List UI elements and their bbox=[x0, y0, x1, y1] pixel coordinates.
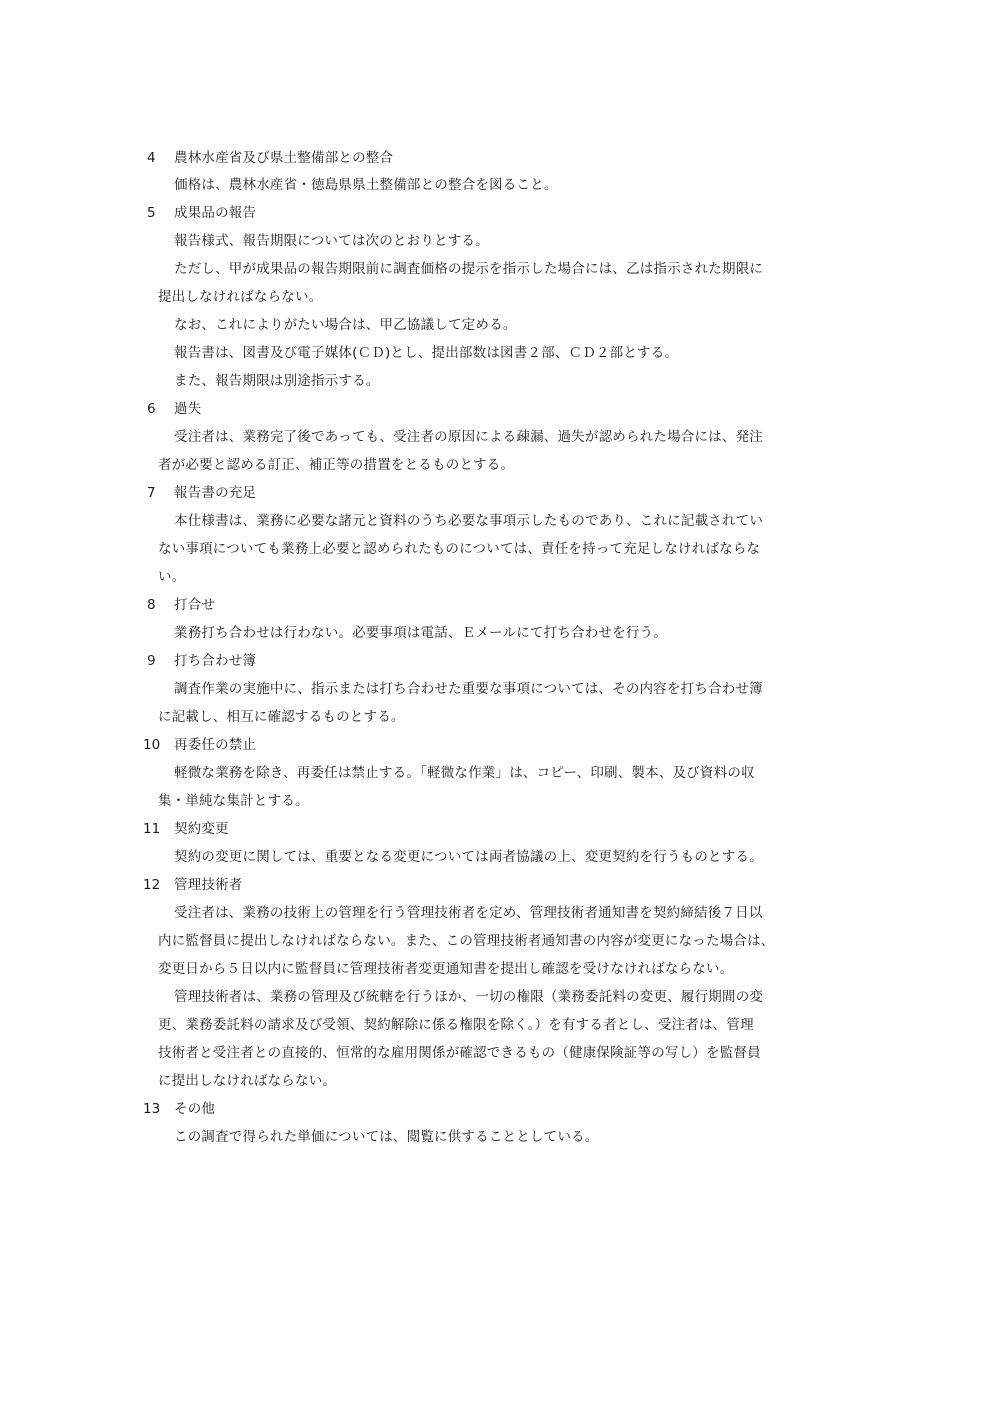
section-heading: 再委任の禁止 bbox=[174, 737, 257, 753]
section-number: 4 bbox=[147, 150, 156, 166]
section-heading: 契約変更 bbox=[174, 821, 229, 837]
section-number: 8 bbox=[147, 597, 156, 613]
body-line: 更、業務委託料の請求及び受領、契約解除に係る権限を除く。）を有する者とし、受注者は、管理 bbox=[158, 1017, 754, 1033]
body-line: 変更日から５日以内に監督員に管理技術者変更通知書を提出し確認を受けなければならない。 bbox=[158, 961, 734, 977]
section-heading: その他 bbox=[174, 1101, 216, 1117]
body-line: 管理技術者は、業務の管理及び統轄を行うほか、一切の権限（業務委託料の変更、履行期間の変 bbox=[174, 989, 764, 1005]
body-line: に記載し、相互に確認するものとする。 bbox=[158, 709, 405, 725]
section-heading: 管理技術者 bbox=[174, 877, 243, 893]
body-line: 契約の変更に関しては、重要となる変更については両者協議の上、変更契約を行うものとする。 bbox=[174, 849, 763, 865]
body-line: 内に監督員に提出しなければならない。また、この管理技術者通知書の内容が変更になった場合は、 bbox=[158, 933, 775, 949]
section-heading: 打ち合わせ簿 bbox=[174, 653, 257, 669]
section-number: 5 bbox=[147, 205, 156, 221]
body-line: 受注者は、業務の技術上の管理を行う管理技術者を定め、管理技術者通知書を契約締結後７日以 bbox=[174, 905, 763, 921]
body-line: ただし、甲が成果品の報告期限前に調査価格の提示を指示した場合には、乙は指示された期限に bbox=[174, 261, 764, 277]
body-line: 価格は、農林水産省・徳島県県土整備部との整合を図ること。 bbox=[174, 177, 558, 193]
body-line: 報告様式、報告期限については次のとおりとする。 bbox=[174, 233, 489, 249]
body-line: 集・単純な集計とする。 bbox=[158, 793, 309, 809]
section-number: 11 bbox=[143, 821, 161, 837]
section-heading: 農林水産省及び県土整備部との整合 bbox=[174, 150, 394, 166]
body-line: 技術者と受注者との直接的、恒常的な雇用関係が確認できるもの（健康保険証等の写し）を監督員 bbox=[158, 1045, 761, 1061]
body-line: 本仕様書は、業務に必要な諸元と資料のうち必要な事項示したものであり、これに記載されてい bbox=[174, 513, 764, 529]
section-number: 10 bbox=[143, 737, 161, 753]
body-line: 者が必要と認める訂正、補正等の措置をとるものとする。 bbox=[158, 457, 515, 473]
section-number: 7 bbox=[147, 485, 156, 501]
body-line: 調査作業の実施中に、指示または打ち合わせた重要な事項については、その内容を打ち合わせ簿 bbox=[174, 681, 763, 697]
section-number: 6 bbox=[147, 401, 156, 417]
body-line: なお、これによりがたい場合は、甲乙協議して定める。 bbox=[174, 317, 517, 333]
section-heading: 打合せ bbox=[174, 597, 216, 613]
section-heading: 成果品の報告 bbox=[174, 205, 257, 221]
body-line: また、報告期限は別途指示する。 bbox=[174, 373, 380, 389]
body-line: 軽微な業務を除き、再委任は禁止する。「軽微な作業」は、コピー、印刷、製本、及び資料の収 bbox=[174, 765, 755, 781]
body-line: 受注者は、業務完了後であっても、受注者の原因による疎漏、過失が認められた場合には、発注 bbox=[174, 429, 763, 445]
section-heading: 報告書の充足 bbox=[174, 485, 257, 501]
body-line: ない事項についても業務上必要と認められたものについては、責任を持って充足しなければならな bbox=[158, 541, 761, 557]
body-line: この調査で得られた単価については、閲覧に供することとしている。 bbox=[174, 1129, 599, 1145]
section-heading: 過失 bbox=[174, 401, 202, 417]
section-number: 12 bbox=[143, 877, 161, 893]
body-line: 報告書は、図書及び電子媒体(ＣＤ)とし、提出部数は図書２部、ＣＤ２部とする。 bbox=[174, 345, 679, 361]
body-line: い。 bbox=[158, 569, 186, 585]
body-line: に提出しなければならない。 bbox=[158, 1073, 337, 1089]
section-number: 9 bbox=[147, 653, 156, 669]
section-number: 13 bbox=[143, 1101, 161, 1117]
body-line: 業務打ち合わせは行わない。必要事項は電話、Ｅメールにて打ち合わせを行う。 bbox=[174, 625, 667, 641]
body-line: 提出しなければならない。 bbox=[158, 289, 323, 305]
